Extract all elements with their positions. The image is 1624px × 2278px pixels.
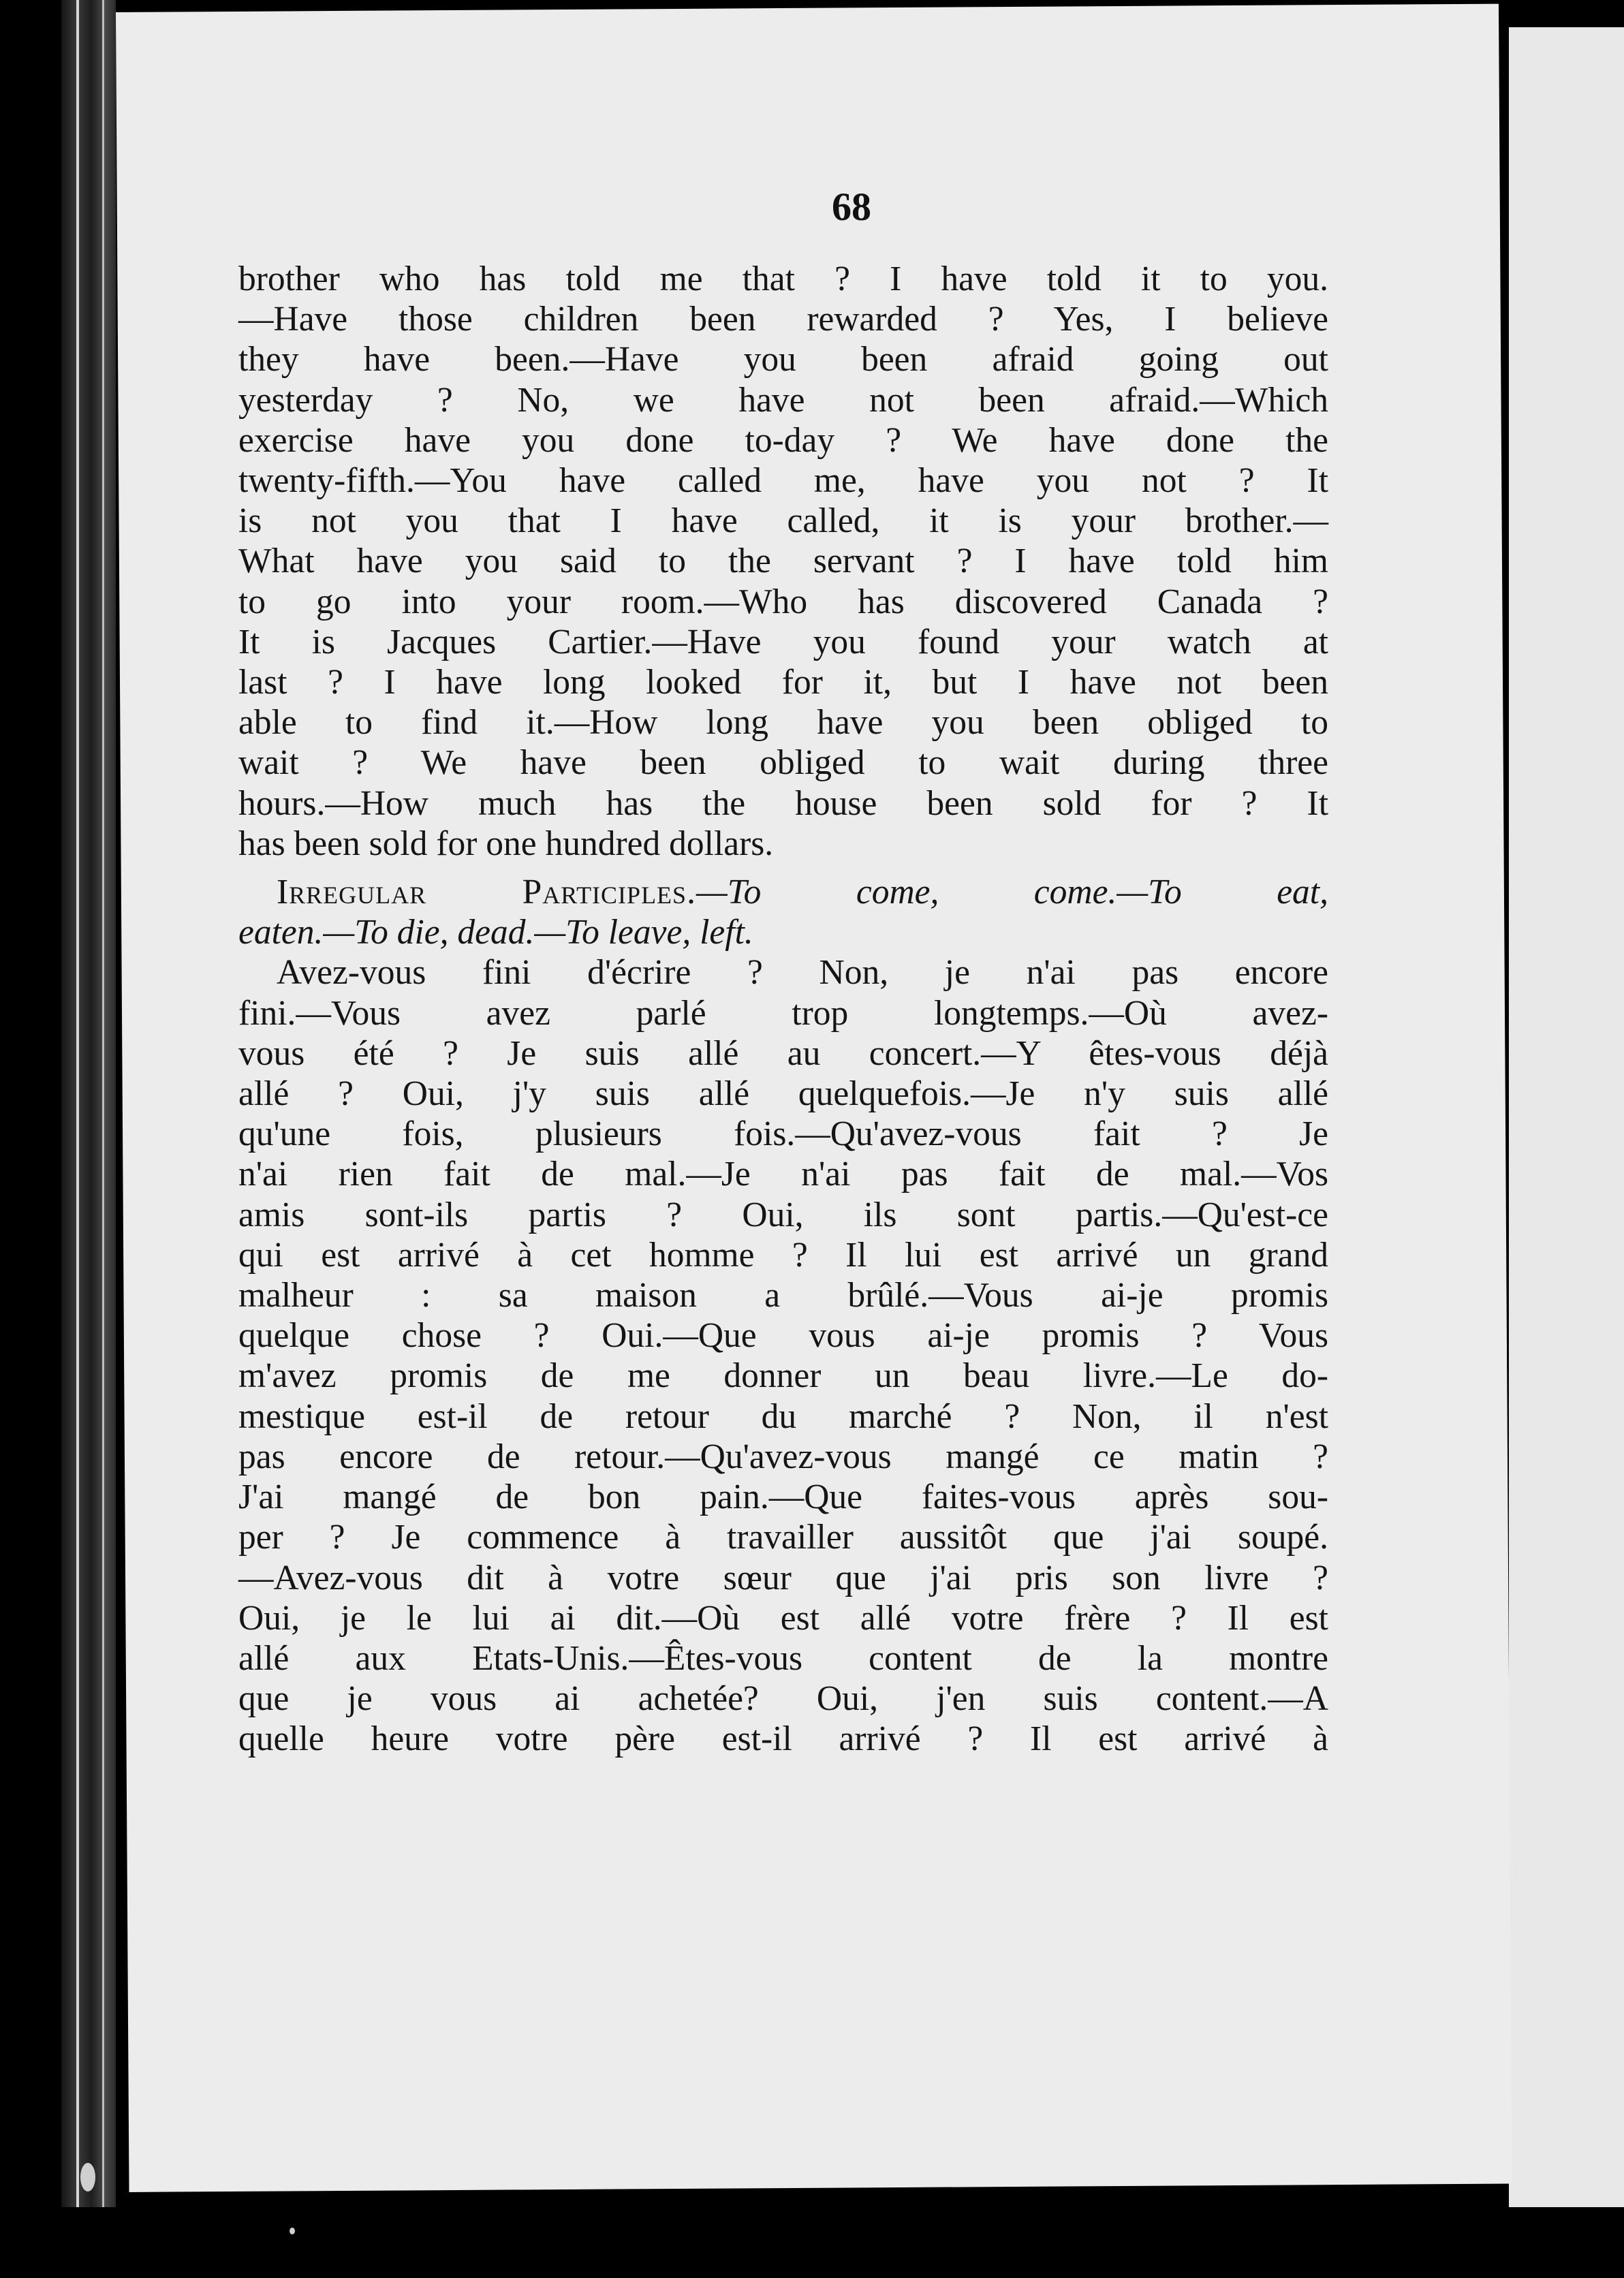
text-line	[238, 872, 1328, 912]
text-line: hours.—How much has the house been sold for ? It	[238, 783, 1328, 823]
text-line: Avez-vous fini d'écrire ? Non, je n'ai pas encore	[277, 953, 1328, 993]
text-line: pas encore de retour.—Qu'avez-vous mangé ce matin ?	[238, 1437, 1328, 1476]
text-line: wait ? We have been obliged to wait during three	[238, 743, 1328, 783]
irregular-participles-paragraph	[238, 872, 1328, 952]
text-line: What have you said to the servant ? I have told him	[238, 542, 1328, 581]
text-line: m'avez promis de me donner un beau livre.—Le do-	[238, 1356, 1328, 1396]
text-line: able to find it.—How long have you been obliged to	[238, 703, 1328, 743]
french-exercise-paragraph	[238, 952, 1328, 1759]
text-line: Oui, je le lui ai dit.—Où est allé votre frère ? Il est	[238, 1598, 1328, 1638]
text-line: last ? I have long looked for it, but I have not been	[238, 663, 1328, 702]
participle-examples: —To come, come.—To eat,	[696, 873, 1328, 912]
text-line: qu'une fois, plusieurs fois.—Qu'avez-vous fait ? Je	[238, 1114, 1328, 1154]
text-line: yesterday ? No, we have not been afraid.—Which	[238, 380, 1328, 420]
text-line: amis sont-ils partis ? Oui, ils sont partis.—Qu'est-ce	[238, 1195, 1328, 1234]
text-line: per ? Je commence à travailler aussitôt que j'ai soupé.	[238, 1518, 1328, 1557]
text-line: they have been.—Have you been afraid going out	[238, 340, 1328, 379]
page-number: 68	[832, 185, 871, 229]
text-line: allé ? Oui, j'y suis allé quelquefois.—Je n'y suis allé	[238, 1074, 1328, 1114]
text-line: It is Jacques Cartier.—Have you found your watch at	[238, 622, 1328, 661]
scan-artifact	[80, 2163, 95, 2191]
text-line: mestique est-il de retour du marché ? Non, il n'est	[238, 1397, 1328, 1436]
text-line: twenty-fifth.—You have called me, have you not ? It	[238, 461, 1328, 501]
text-line: exercise have you done to-day ? We have done the	[238, 420, 1328, 460]
text-line: quelle heure votre père est-il arrivé ? Il est arrivé à	[238, 1719, 1328, 1759]
section-label: Irregular Participles.	[277, 873, 696, 912]
book-binding	[61, 0, 116, 2207]
text-line: to go into your room.—Who has discovered Canada ?	[238, 582, 1328, 621]
text-line: quelque chose ? Oui.—Que vous ai-je promis ? Vous	[238, 1316, 1328, 1356]
text-line: J'ai mangé de bon pain.—Que faites-vous après sou-	[238, 1478, 1328, 1517]
text-line: n'ai rien fait de mal.—Je n'ai pas fait de mal.—Vos	[238, 1155, 1328, 1194]
text-line: —Avez-vous dit à votre sœur que j'ai pris son livre ?	[238, 1558, 1328, 1597]
text-line: qui est arrivé à cet homme ? Il lui est arrivé un grand	[238, 1235, 1328, 1275]
adjacent-page-edge	[1509, 27, 1624, 2207]
text-line: fini.—Vous avez parlé trop longtemps.—Où avez-	[238, 993, 1328, 1033]
scan-artifact	[290, 2228, 295, 2234]
english-exercise-paragraph	[238, 259, 1328, 864]
binding-edge-line	[76, 0, 79, 2207]
text-line: vous été ? Je suis allé au concert.—Y êtes-vous déjà	[238, 1033, 1328, 1073]
binding-edge-line	[102, 0, 104, 2207]
text-line: has been sold for one hundred dollars.	[238, 824, 774, 863]
text-line: brother who has told me that ? I have told it to you.	[238, 260, 1328, 298]
text-line: allé aux Etats-Unis.—Êtes-vous content de la montre	[238, 1638, 1328, 1678]
text-line: —Have those children been rewarded ? Yes, I believe	[238, 300, 1328, 339]
page-text	[238, 259, 1328, 1760]
text-line: malheur : sa maison a brûlé.—Vous ai-je promis	[238, 1276, 1328, 1315]
text-line: que je vous ai achetée? Oui, j'en suis content.—A	[238, 1679, 1328, 1719]
text-line: is not you that I have called, it is your brother.—	[238, 501, 1328, 541]
text-line: eaten.—To die, dead.—To leave, left.	[238, 913, 753, 952]
